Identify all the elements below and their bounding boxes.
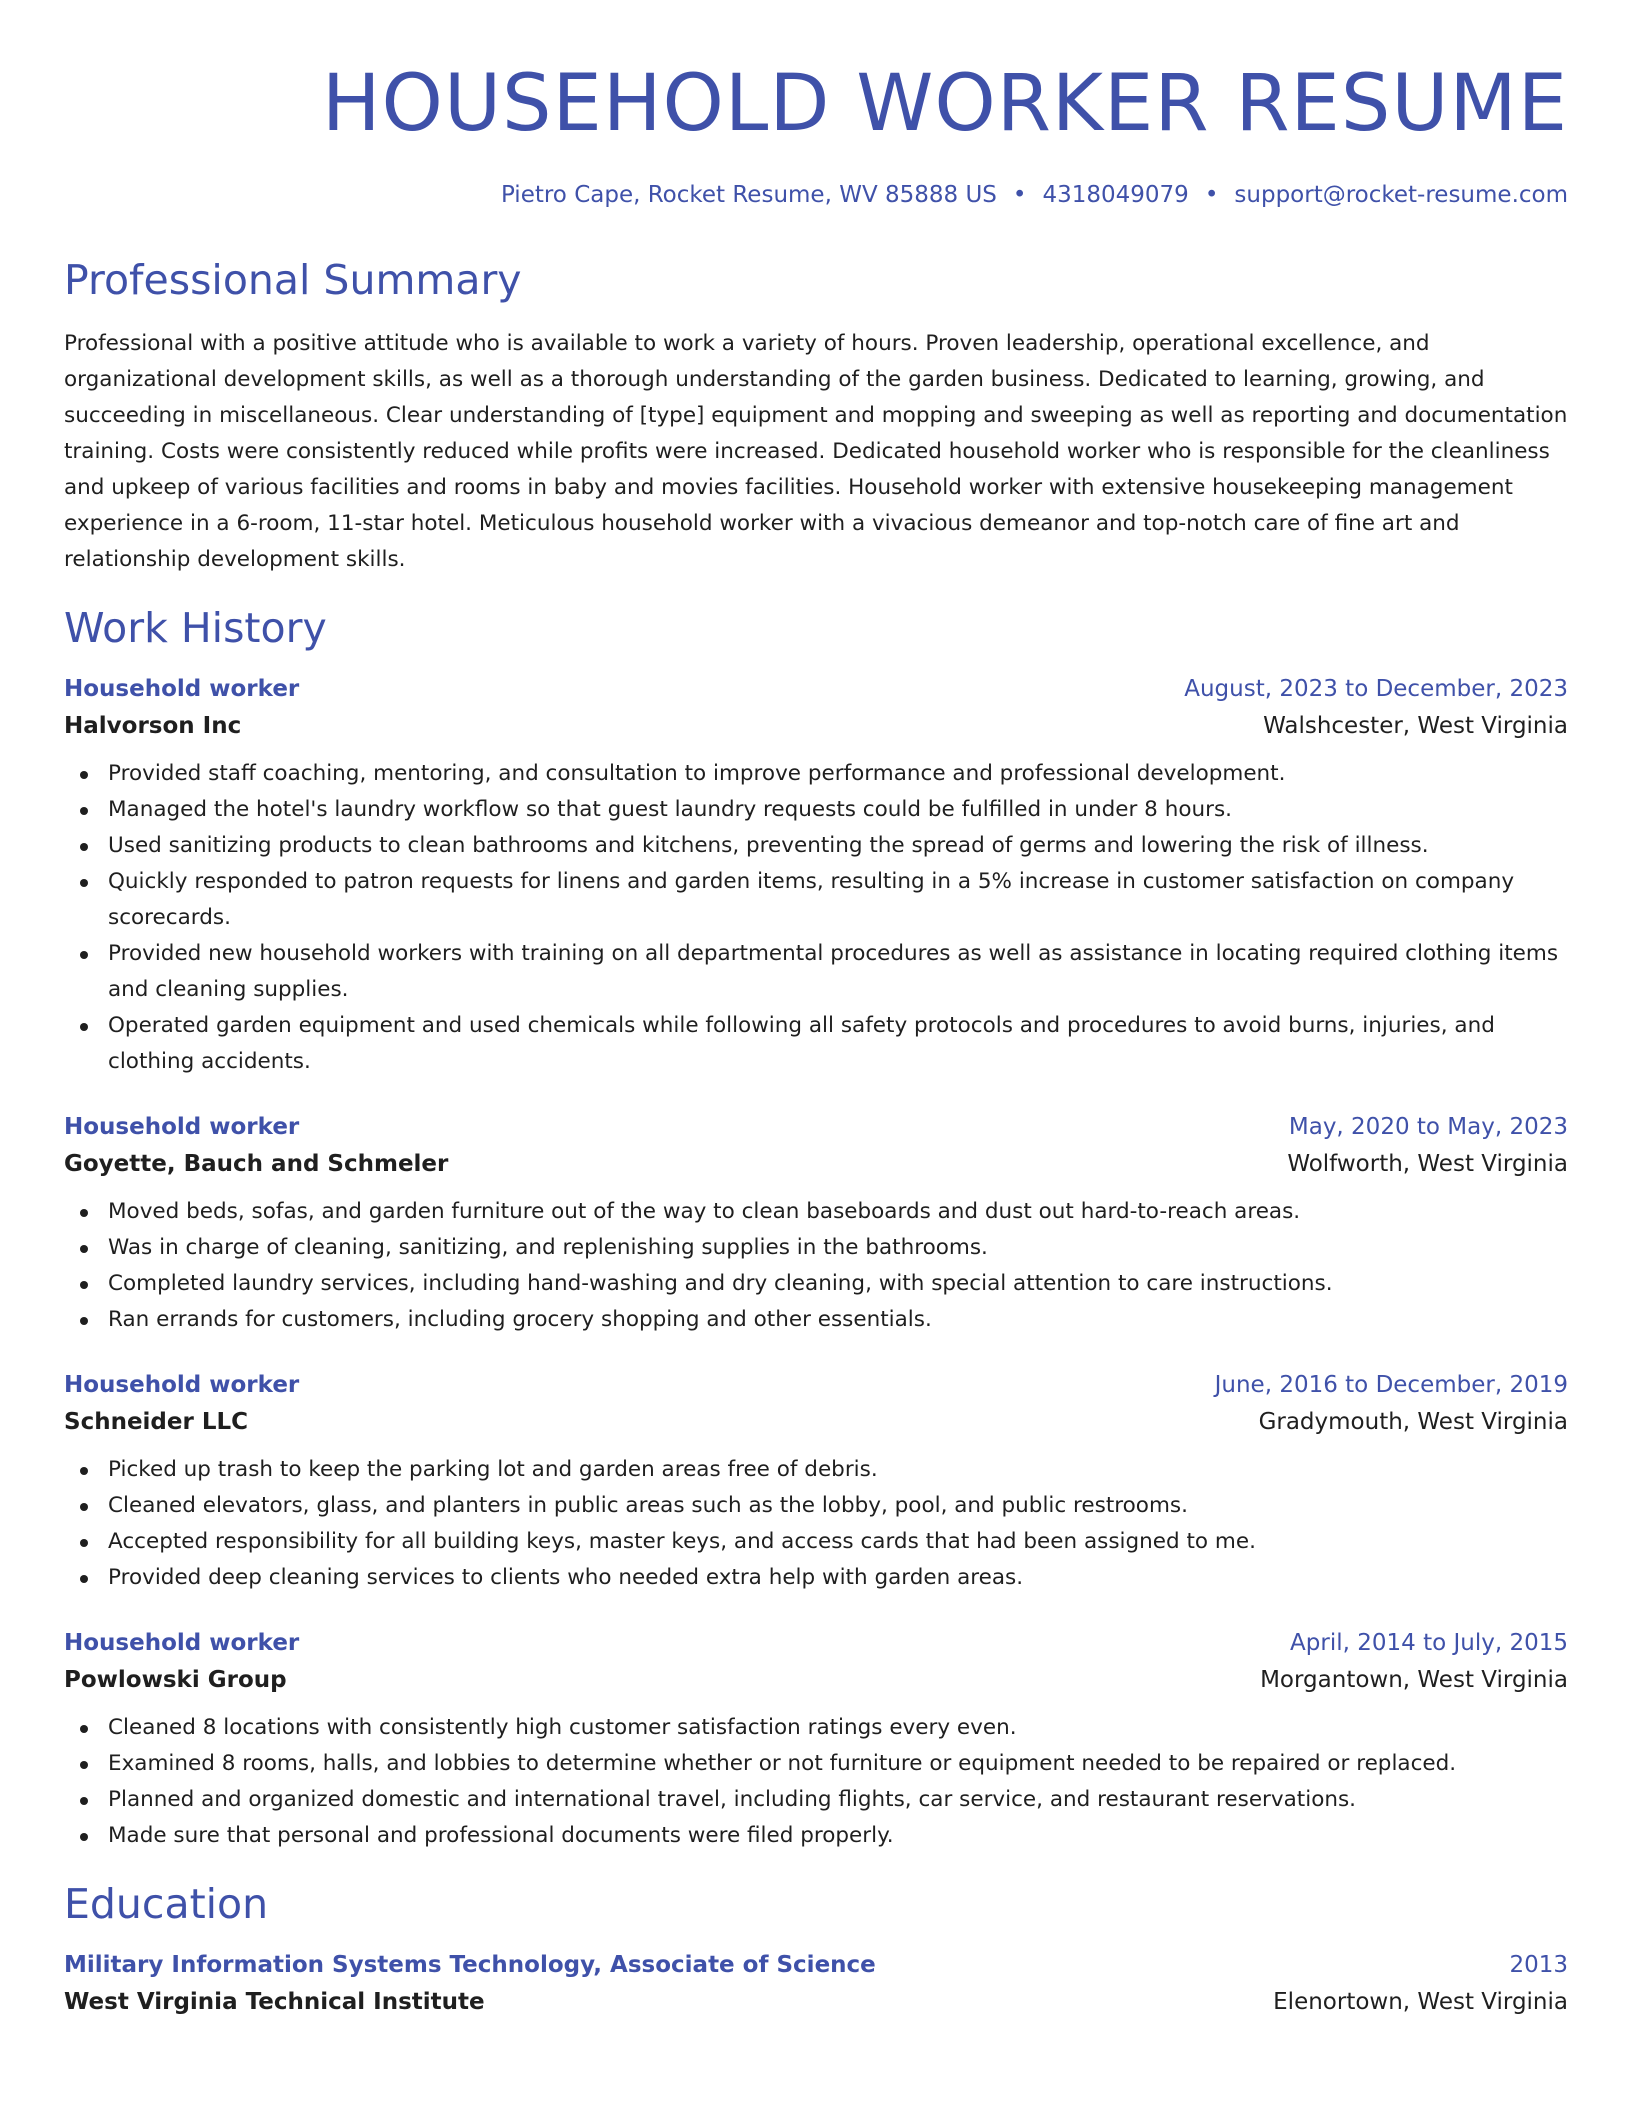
job-company: Halvorson Inc xyxy=(64,713,242,739)
job-bullet: Used sanitizing products to clean bathrooms and kitchens, preventing the spread of germs and lowering the risk of illness. xyxy=(108,828,1568,864)
job-company: Goyette, Bauch and Schmeler xyxy=(64,1151,449,1177)
education-school: West Virginia Technical Institute xyxy=(64,1989,485,2015)
job-location: Morgantown, West Virginia xyxy=(1260,1667,1568,1693)
job-dates: May, 2020 to May, 2023 xyxy=(1288,1114,1568,1140)
contact-separator: • xyxy=(1012,182,1027,208)
education-section xyxy=(64,1878,1568,2022)
job-bullet: Cleaned elevators, glass, and planters in public areas such as the lobby, pool, and public restrooms. xyxy=(108,1488,1568,1524)
job-bullets xyxy=(64,1194,1568,1338)
job-bullet: Planned and organized domestic and international travel, including flights, car service, and restaurant reservations. xyxy=(108,1782,1568,1818)
resume-header xyxy=(64,56,1568,210)
job-entry xyxy=(64,1626,1568,1854)
job-entry xyxy=(64,672,1568,1080)
summary-section xyxy=(64,254,1568,578)
job-bullet: Provided staff coaching, mentoring, and consultation to improve performance and professional development. xyxy=(108,756,1568,792)
job-role: Household worker xyxy=(64,676,300,702)
job-bullet: Operated garden equipment and used chemicals while following all safety protocols and procedures to avoid burns, injuries, and clothing accidents. xyxy=(108,1008,1568,1080)
job-bullet: Picked up trash to keep the parking lot and garden areas free of debris. xyxy=(108,1452,1568,1488)
job-location: Wolfworth, West Virginia xyxy=(1287,1151,1568,1177)
job-bullet: Ran errands for customers, including grocery shopping and other essentials. xyxy=(108,1302,1568,1338)
job-bullet: Completed laundry services, including hand-washing and dry cleaning, with special attention to care instructions. xyxy=(108,1266,1568,1302)
job-role: Household worker xyxy=(64,1372,300,1398)
job-bullet: Quickly responded to patron requests for linens and garden items, resulting in a 5% increase in customer satisfaction on company scorecards. xyxy=(108,864,1568,936)
job-bullet: Managed the hotel's laundry workflow so that guest laundry requests could be fulfilled in under 8 hours. xyxy=(108,792,1568,828)
job-bullets xyxy=(64,756,1568,1080)
education-location: Elenortown, West Virginia xyxy=(1273,1989,1568,2015)
education-heading: Education xyxy=(64,1880,269,1928)
summary-text: Professional with a positive attitude who is available to work a variety of hours. Proven leadership, operational excellence, and organizational development skills, as well as a thorough understanding of the garden business. Dedicated to learning, growing, and succeeding in miscellaneous. Clear understanding of [type] equipment and mopping and sweeping as well as reporting and documentation training. Costs were consistently reduced while profits were increased. Dedicated household worker who is responsible for the cleanliness and upkeep of various facilities and rooms in baby and movies facilities. Household worker with extensive housekeeping management experience in a 6-room, 11-star hotel. Meticulous household worker with a vivacious demeanor and top-notch care of fine art and relationship development skills. xyxy=(64,331,1568,572)
education-degree: Military Information Systems Technology, Associate of Science xyxy=(64,1952,876,1978)
job-dates: April, 2014 to July, 2015 xyxy=(1290,1630,1568,1656)
job-company: Schneider LLC xyxy=(64,1409,249,1435)
contact-address: Pietro Cape, Rocket Resume, WV 85888 US xyxy=(500,182,997,208)
job-bullets xyxy=(64,1452,1568,1596)
job-bullet: Moved beds, sofas, and garden furniture out of the way to clean baseboards and dust out hard-to-reach areas. xyxy=(108,1194,1568,1230)
job-bullets xyxy=(64,1710,1568,1854)
job-location: Walshcester, West Virginia xyxy=(1263,713,1568,739)
job-bullet: Cleaned 8 locations with consistently high customer satisfaction ratings every even. xyxy=(108,1710,1568,1746)
job-bullet: Provided new household workers with training on all departmental procedures as well as assistance in locating required clothing items and cleaning supplies. xyxy=(108,936,1568,1008)
contact-separator: • xyxy=(1204,182,1219,208)
job-bullet: Accepted responsibility for all building keys, master keys, and access cards that had been assigned to me. xyxy=(108,1524,1568,1560)
contact-email: support@rocket-resume.com xyxy=(1234,182,1568,208)
job-bullet: Made sure that personal and professional documents were filed properly. xyxy=(108,1818,1568,1854)
job-company: Powlowski Group xyxy=(64,1667,287,1693)
job-entry xyxy=(64,1110,1568,1338)
job-role: Household worker xyxy=(64,1630,300,1656)
job-location: Gradymouth, West Virginia xyxy=(1258,1409,1568,1435)
resume-title: HOUSEHOLD WORKER RESUME xyxy=(321,59,1568,149)
work-history-heading: Work History xyxy=(64,604,327,652)
job-dates: June, 2016 to December, 2019 xyxy=(1214,1372,1568,1398)
job-bullet: Provided deep cleaning services to clients who needed extra help with garden areas. xyxy=(108,1560,1568,1596)
job-role: Household worker xyxy=(64,1114,300,1140)
job-bullet: Was in charge of cleaning, sanitizing, and replenishing supplies in the bathrooms. xyxy=(108,1230,1568,1266)
education-year: 2013 xyxy=(1509,1952,1568,1978)
work-history-section xyxy=(64,602,1568,1854)
contact-phone: 4318049079 xyxy=(1042,182,1189,208)
contact-line xyxy=(64,180,1568,210)
job-bullet: Examined 8 rooms, halls, and lobbies to determine whether or not furniture or equipment needed to be repaired or replaced. xyxy=(108,1746,1568,1782)
job-dates: August, 2023 to December, 2023 xyxy=(1184,676,1568,702)
summary-heading: Professional Summary xyxy=(64,256,522,304)
job-entry xyxy=(64,1368,1568,1596)
education-entry xyxy=(64,1948,1568,2022)
